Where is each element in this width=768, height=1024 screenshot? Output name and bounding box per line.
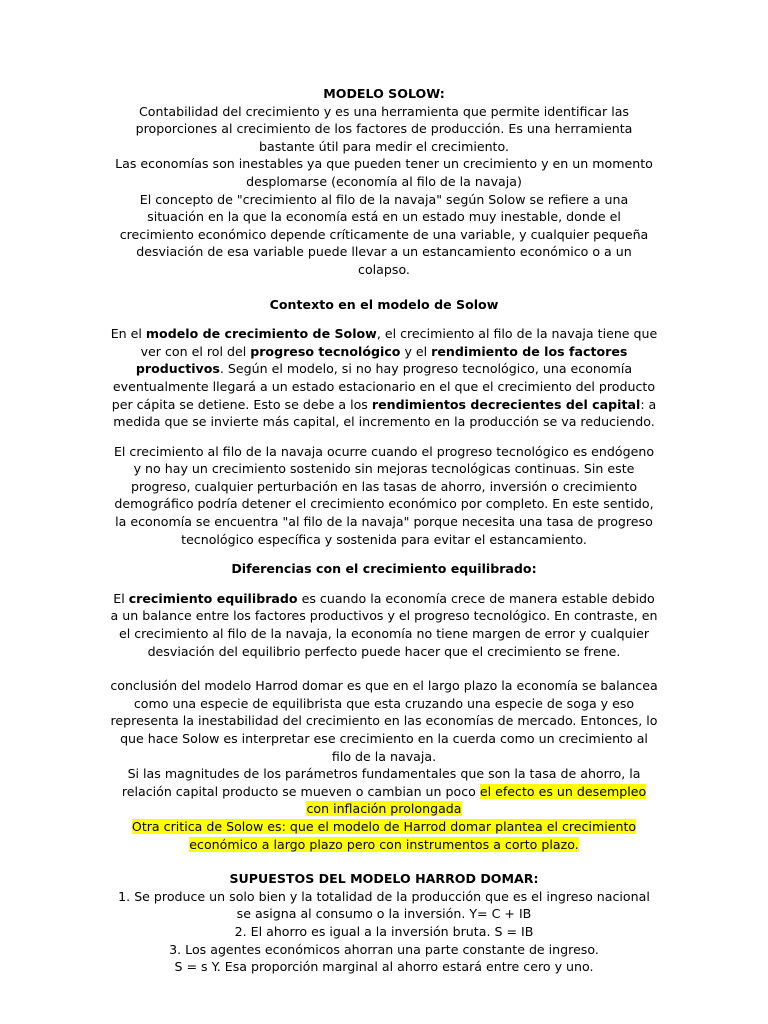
text-run: : a medida que se invierte más capital, el incremento en la producción se va reduciendo.	[113, 396, 657, 430]
text-run: es cuando la economía crece de manera estable debido a un balance entre los factores productivos y el progreso tecnológico. En contraste, en el crecimiento al filo de la navaja, la economía no tiene margen de error y cualquier desviación del equilibrio perfecto puede hacer que el crecimiento se frene.	[110, 590, 658, 659]
text-run: , el crecimiento al filo de la navaja tiene que ver con el rol del	[140, 326, 658, 359]
text-run: y el	[400, 343, 432, 359]
section-heading-assumptions: SUPUESTOS DEL MODELO HARROD DOMAR:	[229, 871, 539, 887]
text-run: En el	[110, 326, 146, 342]
highlighted-text: Otra critica de Solow es: que el modelo de Harrod domar plantea el crecimiento económico a largo plazo pero con instrumentos a corto plazo.	[131, 818, 637, 852]
bold-run: modelo de crecimiento de Solow	[145, 326, 377, 342]
context-paragraph-1	[110, 325, 658, 431]
document-title: MODELO SOLOW:	[323, 86, 445, 101]
text-run: El	[113, 590, 129, 606]
conclusion-paragraph-1: conclusión del modelo Harrod domar es que en el largo plazo la economía se balancea como una especie de equilibrista que esta cruzando una especie de soga y eso representa la inestabilidad del crecimiento en las economías de mercado. Entonces, lo que hace Solow es interpretar ese crecimiento en la cuerda como un crecimiento al filo de la navaja.	[110, 678, 658, 764]
differences-paragraph	[110, 590, 658, 660]
conclusion-paragraph-3	[110, 818, 658, 853]
assumption-item-2: 2. El ahorro es igual a la inversión bruta. S = IB	[234, 923, 534, 939]
intro-paragraph-3: El concepto de "crecimiento al filo de la navaja" según Solow se refiere a una situación en la que la economía está en un estado muy inestable, donde el crecimiento económico depende críticamente de una variable, y cualquier pequeña desviación de esa variable puede llevar a un estancamiento económico o a un colapso.	[119, 191, 649, 277]
assumption-item-1: 1. Se produce un solo bien y la totalidad de la producción que es el ingreso nacional se asigna al consumo o la inversión. Y= C + IB	[118, 888, 650, 922]
bold-run: rendimiento de los factores productivos	[135, 343, 628, 377]
text-run: Si las magnitudes de los parámetros fundamentales que son la tasa de ahorro, la relación capital producto se mueven o cambian un poco	[121, 766, 641, 799]
highlighted-text: el efecto es un desempleo con inflación prolongada	[306, 783, 647, 817]
conclusion-paragraph-2	[110, 765, 658, 818]
section-heading-differences: Diferencias con el crecimiento equilibrado:	[231, 561, 537, 577]
bold-run: rendimientos decrecientes del capital	[371, 396, 641, 412]
context-paragraph-2: El crecimiento al filo de la navaja ocurre cuando el progreso tecnológico es endógeno y no hay un crecimiento sostenido sin mejoras tecnológicas continuas. Sin este progreso, cualquier perturbación en las tasas de ahorro, inversión o crecimiento demográfico podría detener el crecimiento económico por completo. En este sentido, la economía se encuentra "al filo de la navaja" porque necesita una tasa de progreso tecnológico específica y sostenida para evitar el estancamiento.	[113, 443, 655, 547]
assumption-item-4: S = s Y. Esa proporción marginal al ahorro estará entre cero y uno.	[174, 959, 594, 975]
bold-run: crecimiento equilibrado	[128, 590, 298, 606]
document-body	[110, 85, 658, 976]
intro-paragraph-2: Las economías son inestables ya que pueden tener un crecimiento y en un momento desplomarse (economía al filo de la navaja)	[115, 156, 653, 189]
assumption-item-3: 3. Los agentes económicos ahorran una parte constante de ingreso.	[169, 941, 599, 957]
bold-run: progreso tecnológico	[250, 343, 401, 359]
section-heading-context: Contexto en el modelo de Solow	[269, 296, 499, 312]
text-run: . Según el modelo, si no hay progreso tecnológico, una economía eventualmente llegará a un estado estacionario en el que el crecimiento del producto per cápita se detiene. Esto se debe a los	[111, 361, 656, 412]
intro-paragraph-1: Contabilidad del crecimiento y es una herramienta que permite identificar las proporciones al crecimiento de los factores de producción. Es una herramienta bastante útil para medir el crecimiento.	[135, 103, 633, 154]
